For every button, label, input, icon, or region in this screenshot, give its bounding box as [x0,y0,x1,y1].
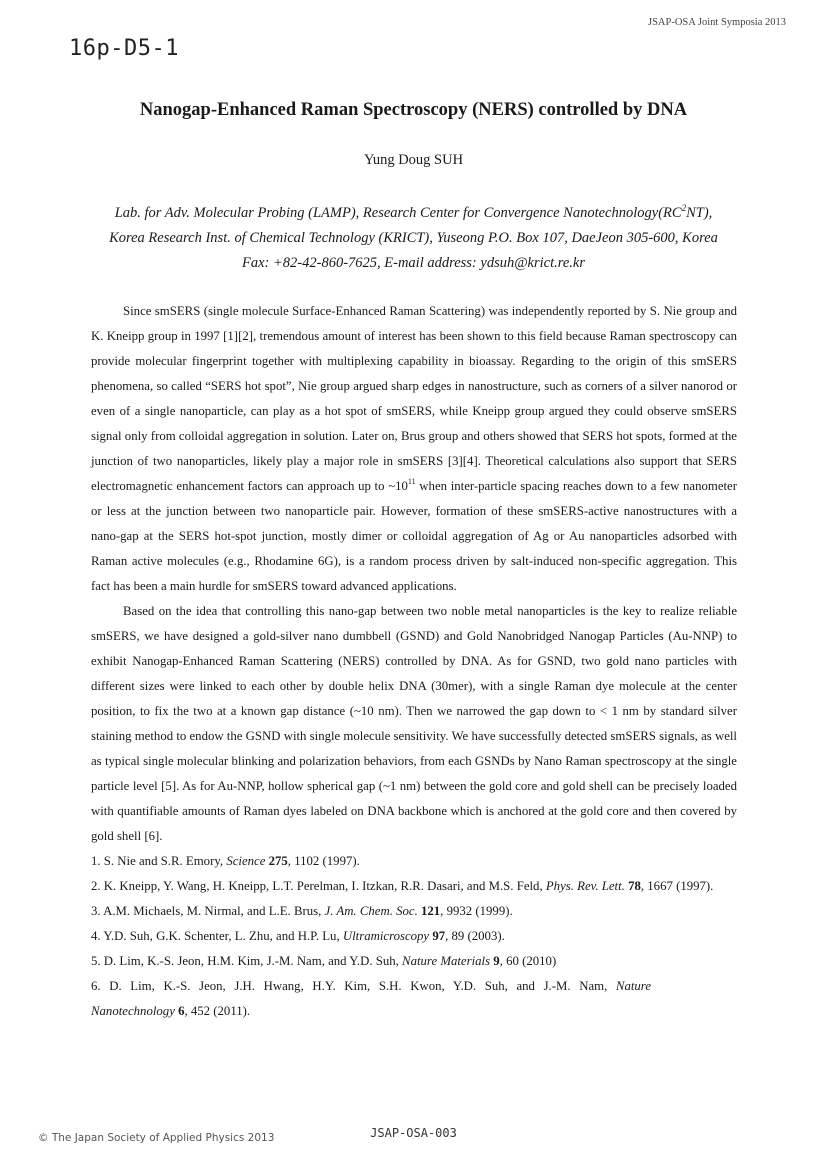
abstract-body [91,299,737,1024]
author-name: Yung Doug SUH [363,152,464,168]
reference-item: 1. S. Nie and S.R. Emory, Science 275, 1102 (1997). [91,854,360,868]
affiliation-line-1: Lab. for Adv. Molecular Probing (LAMP), Research Center for Convergence $Nanotechnology(RC^2NT)$, [114,203,713,221]
affiliation-line-2: Korea Research Inst. of Chemical Technology (KRICT), Yuseong P.O. Box 107, DaeJeon 305-600, Korea [109,230,718,246]
paragraph-1: Since smSERS (single molecule Surface-Enhanced Raman Scattering) was independently reported by S. Nie group and K. Kneipp group in 1997 [1][2], tremendous amount of interest has been shown to this field because Raman spectroscopy can provide molecular fingerprint together with multiplexing capability in bioassay. Regarding to the origin of this smSERS phenomena, so called “SERS hot spot”, Nie group argued sharp edges in nanostructure, such as corners of a silver nanorod or even of a single nanoparticle, can play as a hot spot of smSERS, while Kneipp group argued they could observe smSERS signal only from colloidal aggregation in solution. Later on, Brus group and others showed that SERS hot spots, formed at the junction of two nanoparticles, likely play a major role in smSERS [3][4]. Theoretical calculations also support that SERS electromagnetic enhancement factors can approach up to $\sim 10^{11}$ when inter-particle spacing reaches down to a few nanometer or less at the junction between two nanoparticle pair. However, formation of these smSERS-active nanostructures with a nano-gap at the SERS hot-spot junction, mostly dimer or colloidal aggregation of Ag or Au nanoparticles adsorbed with Raman active molecules (e.g., Rhodamine 6G), is a random process driven by salt-induced non-specific aggregation. This fact has been a main hurdle for smSERS toward advanced applications. [91,304,737,593]
paper-title: Nanogap-Enhanced Raman Spectroscopy (NERS) controlled by DNA [139,100,688,120]
affiliation-line-3: Fax: +82-42-860-7625, E-mail address: ydsuh@krict.re.kr [242,255,585,271]
reference-item: 5. D. Lim, K.-S. Jeon, H.M. Kim, J.-M. Nam, and Y.D. Suh, Nature Materials 9, 60 (2010) [91,954,557,968]
affiliation [80,201,747,276]
paragraph-2: Based on the idea that controlling this nano-gap between two noble metal nanoparticles is the key to realize reliable smSERS, we have designed a gold-silver nano dumbbell (GSND) and Gold Nanobridged Nanogap Particles (Au-NNP) to exhibit Nanogap-Enhanced Raman Scattering (NERS) controlled by DNA. As for GSND, two gold nano particles with different sizes were linked to each other by double helix DNA (30mer), with a single Raman dye molecule at the center position, to fix the two at a known gap distance (~10 nm). Then we narrowed the gap down to < 1 nm by standard silver staining method to endow the GSND with single molecule sensitivity. We have successfully detected smSERS signals, as well as typical single molecular blinking and polarization behaviors, from each GSNDs by Nano Raman spectroscopy at the single particle level [5]. As for Au-NNP, hollow spherical gap (~1 nm) between the gold core and gold shell can be precisely loaded with quantifiable amounts of Raman dyes labeled on DNA backbone which is anchored at the gold core and then covered by gold shell [6]. [91,604,737,843]
reference-item: 6. D. Lim, K.-S. Jeon, J.H. Hwang, H.Y. Kim, S.H. Kwon, Y.D. Suh, and J.-M. Nam, Nature Nanotechnology 6, 452 (2011). [91,979,651,1018]
reference-item: 3. A.M. Michaels, M. Nirmal, and L.E. Brus, J. Am. Chem. Soc. 121, 9932 (1999). [91,904,513,918]
page-code: JSAP-OSA-003 [370,1126,457,1140]
reference-list [91,849,737,1024]
symposium-header: JSAP-OSA Joint Symposia 2013 [648,17,786,28]
session-code: 16p-D5-1 [69,36,179,61]
copyright-notice: © The Japan Society of Applied Physics 2013 [38,1132,275,1144]
reference-item: 2. K. Kneipp, Y. Wang, H. Kneipp, L.T. Perelman, I. Itzkan, R.R. Dasari, and M.S. Feld, Phys. Rev. Lett. 78, 1667 (1997). [91,879,714,893]
reference-item: 4. Y.D. Suh, G.K. Schenter, L. Zhu, and H.P. Lu, Ultramicroscopy 97, 89 (2003). [91,929,505,943]
